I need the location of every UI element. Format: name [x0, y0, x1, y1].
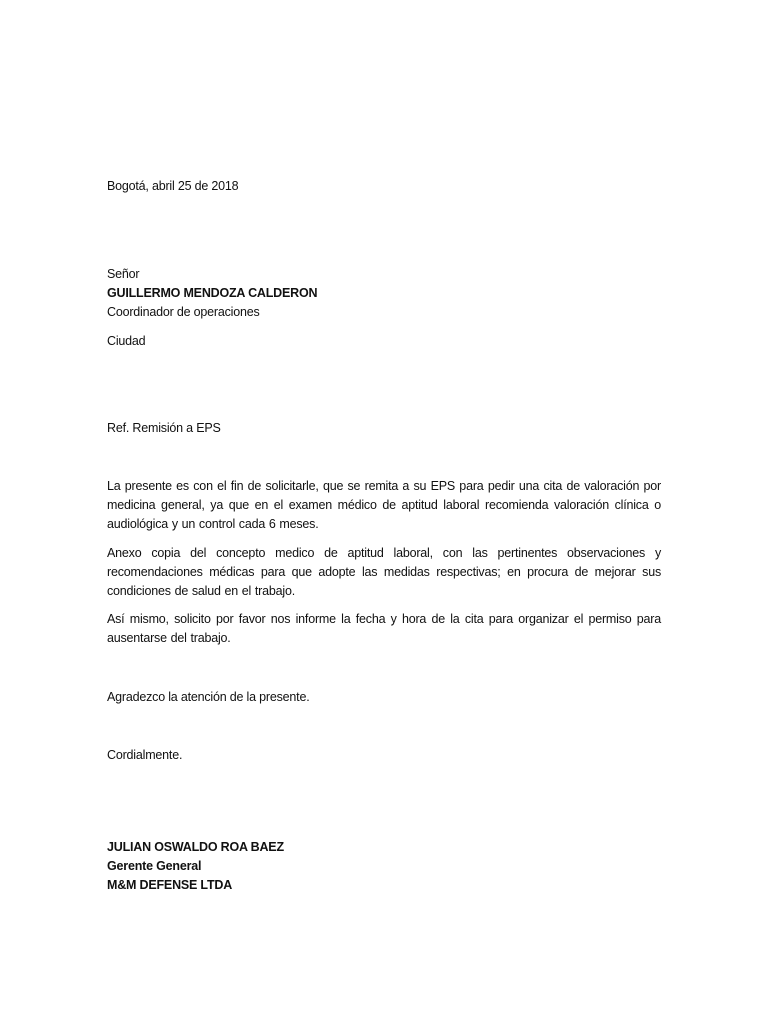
body-paragraph-3: Así mismo, solicito por favor nos informe la fecha y hora de la cita para organizar el permiso para ausentarse del trabajo. — [107, 612, 661, 645]
recipient-position: Coordinador de operaciones — [107, 305, 260, 319]
signature-title: Gerente General — [107, 859, 202, 873]
recipient-block — [107, 265, 661, 322]
body-paragraph-2: Anexo copia del concepto medico de aptitud laboral, con las pertinentes observaciones y recomendaciones médicas para que adopte las medidas respectivas; en procura de mejorar sus condiciones de salud en el trabajo. — [107, 546, 661, 598]
signature-name: JULIAN OSWALDO ROA BAEZ — [107, 840, 284, 854]
signature-block — [107, 838, 661, 895]
recipient-name: GUILLERMO MENDOZA CALDERON — [107, 286, 318, 300]
thanks-line: Agradezco la atención de la presente. — [107, 690, 310, 704]
recipient-salutation: Señor — [107, 267, 140, 281]
closing-line: Cordialmente. — [107, 748, 183, 762]
reference-line: Ref. Remisión a EPS — [107, 421, 221, 435]
signature-company: M&M DEFENSE LTDA — [107, 878, 233, 892]
recipient-city: Ciudad — [107, 334, 146, 348]
date-line: Bogotá, abril 25 de 2018 — [107, 179, 239, 193]
body-paragraph-1: La presente es con el fin de solicitarle, que se remita a su EPS para pedir una cita de valoración por medicina general, ya que en el examen médico de aptitud laboral recomienda valoración clínica o audiológica y un control cada 6 meses. — [107, 479, 661, 531]
